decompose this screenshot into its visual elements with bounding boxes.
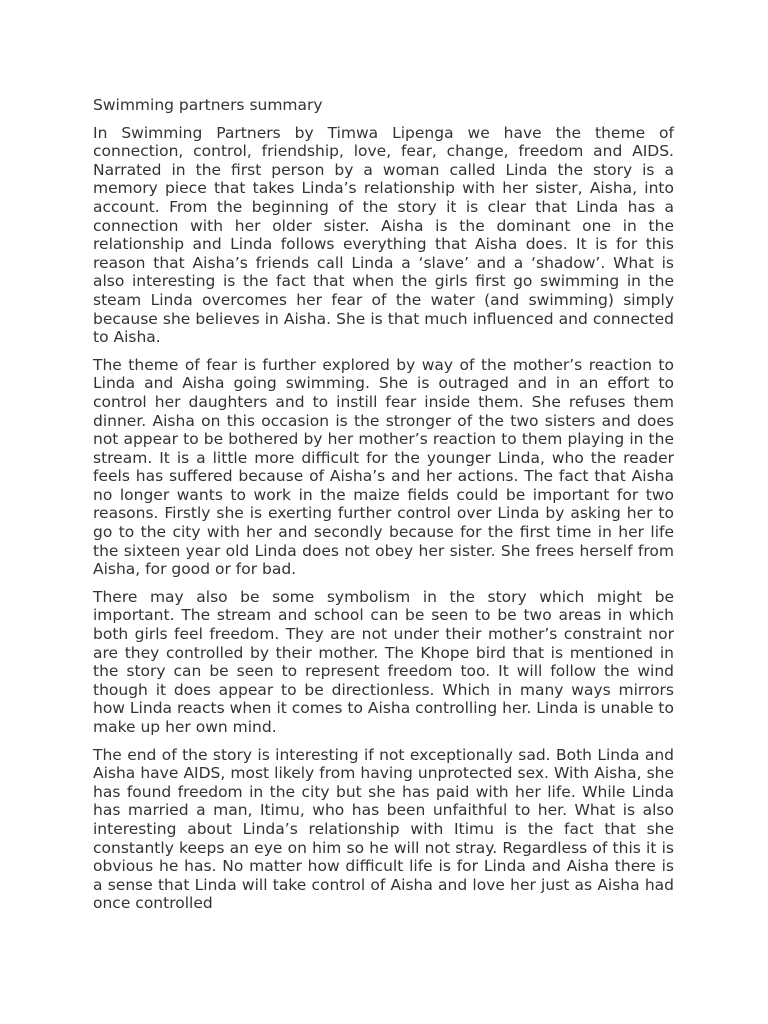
document-page: [93, 96, 674, 922]
paragraph-3: There may also be some symbolism in the story which might be important. The stream and school can be seen to be two areas in which both girls feel freedom. They are not under their mother’s constraint nor are they controlled by their mother. The Khope bird that is mentioned in the story can be seen to represent freedom too. It will follow the wind though it does appear to be directionless. Which in many ways mirrors how Linda reacts when it comes to Aisha controlling her. Linda is unable to make up her own mind.: [93, 587, 674, 736]
paragraph-4: The end of the story is interesting if not exceptionally sad. Both Linda and Aisha have AIDS, most likely from having unprotected sex. With Aisha, she has found freedom in the city but she has paid with her life. While Linda has married a man, Itimu, who has been unfaithful to her. What is also interesting about Linda’s relationship with Itimu is the fact that she constantly keeps an eye on him so he will not stray. Regardless of this it is obvious he has. No matter how difficult life is for Linda and Aisha there is a sense that Linda will take control of Aisha and love her just as Aisha had once controlled: [93, 745, 674, 913]
paragraph-1: In Swimming Partners by Timwa Lipenga we have the theme of connection, control, friendship, love, fear, change, freedom and AIDS. Narrated in the first person by a woman called Linda the story is a memory piece that takes Linda’s relationship with her sister, Aisha, into account. From the beginning of the story it is clear that Linda has a connection with her older sister. Aisha is the dominant one in the relationship and Linda follows everything that Aisha does. It is for this reason that Aisha’s friends call Linda a ‘slave’ and a ‘shadow’. What is also interesting is the fact that when the girls first go swimming in the steam Linda overcomes her fear of the water (and swimming) simply because she believes in Aisha. She is that much influenced and connected to Aisha.: [93, 123, 674, 347]
paragraph-2: The theme of fear is further explored by way of the mother’s reaction to Linda and Aisha going swimming. She is outraged and in an effort to control her daughters and to instill fear inside them. She refuses them dinner. Aisha on this occasion is the stronger of the two sisters and does not appear to be bothered by her mother’s reaction to them playing in the stream. It is a little more difficult for the younger Linda, who the reader feels has suffered because of Aisha’s and her actions. The fact that Aisha no longer wants to work in the maize fields could be important for two reasons. Firstly she is exerting further control over Linda by asking her to go to the city with her and secondly because for the first time in her life the sixteen year old Linda does not obey her sister. She frees herself from Aisha, for good or for bad.: [93, 355, 674, 579]
document-title: Swimming partners summary: [93, 96, 323, 114]
